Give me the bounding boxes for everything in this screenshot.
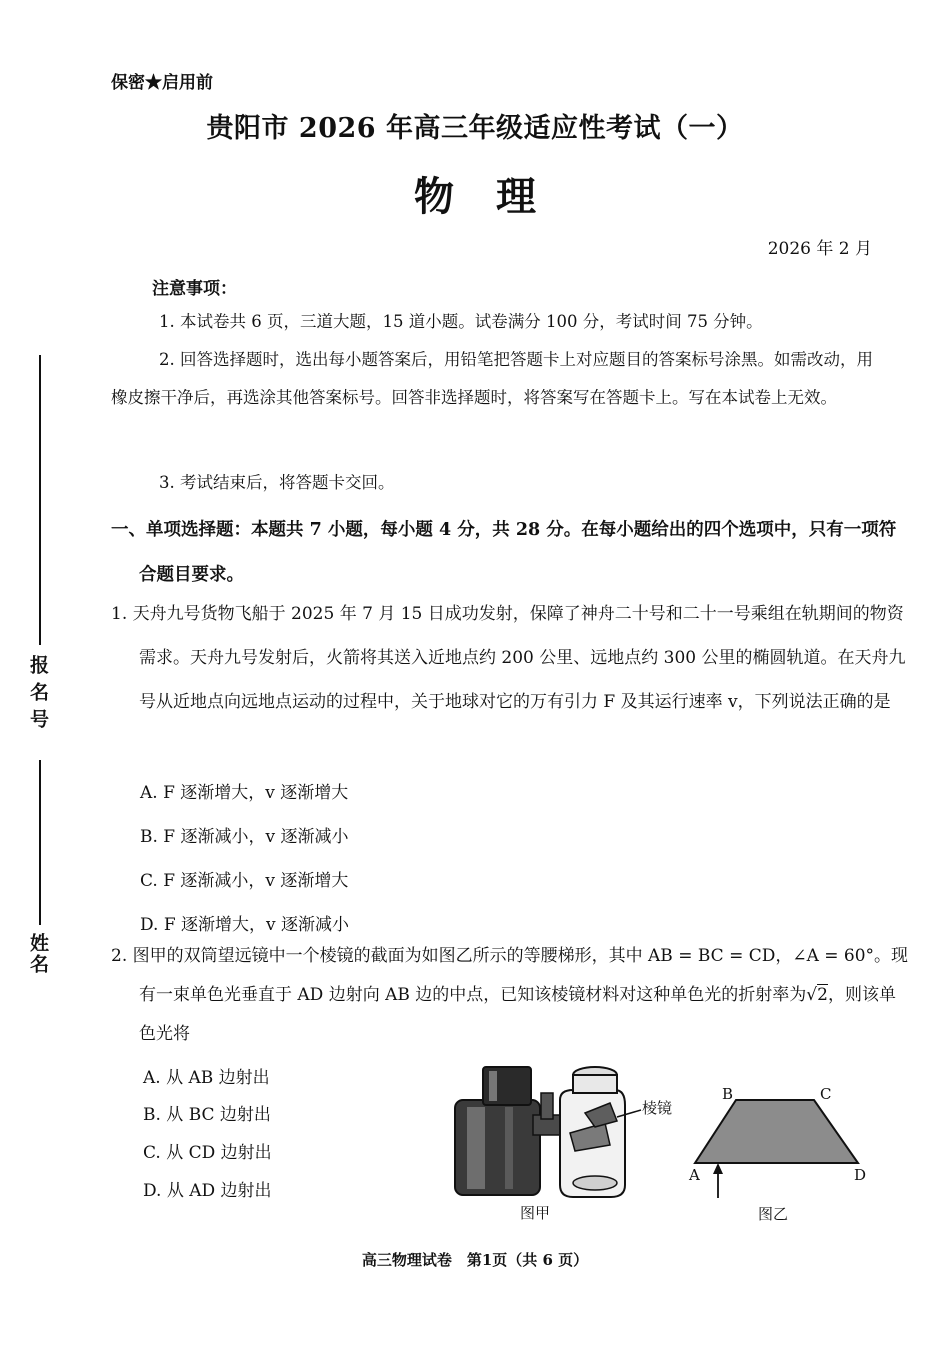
figure-b-caption: 图乙 [758, 1205, 789, 1223]
notice-item-1: 1. 本试卷共 6 页，三道大题，15 道小题。试卷满分 100 分，考试时间 75 分钟。 [159, 312, 763, 331]
page-footer: 高三物理试卷 第1页（共 6 页） [361, 1251, 589, 1269]
exam-number-line-top [39, 355, 41, 645]
q2-text-part1: 2. 图甲的双筒望远镜中一个棱镜的截面为如图乙所示的等腰梯形，其中 AB = BC = CD，∠A = 60°。现有一束单色光垂直于 AD 边射向 AB 边的中点，已知该棱镜材料对这种单色光的折射率为 [111, 946, 909, 1005]
notice-item-2: 2. 回答选择题时，选出每小题答案后，用铅笔把答题卡上对应题目的答案标号涂黑。如需改动，用橡皮擦干净后，再选涂其他答案标号。回答非选择题时，将答案写在答题卡上。写在本试卷上无效。 [111, 350, 873, 407]
vertex-c-label: C [820, 1085, 832, 1103]
vertex-d-label: D [854, 1166, 867, 1184]
q1-option-b: B. F 逐渐减小，v 逐渐减小 [140, 827, 349, 847]
q1-option-a: A. F 逐渐增大，v 逐渐增大 [140, 783, 349, 803]
name-label: 姓名 [27, 933, 49, 975]
section-1-heading: 一、单项选择题：本题共 7 小题，每小题 4 分，共 28 分。在每小题给出的四个选项中，只有一项符合题目要求。 [111, 520, 897, 585]
question-2-text [111, 937, 909, 1054]
q2-option-a: A. 从 AB 边射出 [143, 1068, 270, 1088]
subject-title: 物理 [414, 173, 578, 220]
exam-number-line-bottom [39, 760, 41, 925]
trapezoid-diagram [686, 1080, 876, 1200]
sqrt-radicand: 2 [817, 985, 828, 1005]
notice-item-3: 3. 考试结束后，将答题卡交回。 [159, 473, 395, 492]
question-1-text: 1. 天舟九号货物飞船于 2025 年 7 月 15 日成功发射，保障了神舟二十号和二十一号乘组在轨期间的物资需求。天舟九号发射后，火箭将其送入近地点约 200 公里、远地点约 300 公里的椭圆轨道。在天舟九号从近地点向远地点运动的过程中，关于地球对它的万有引力 F 及其运行速率 v，下列说法正确的是 [111, 604, 906, 712]
binoculars-illustration [445, 1055, 685, 1200]
exam-number-label: 报名号 [27, 655, 49, 736]
figure-a-binoculars [445, 1055, 685, 1225]
q2-text-part2: ，则该单色光将 [139, 985, 896, 1044]
confidential-mark: 保密★启用前 [111, 73, 213, 93]
exam-date: 2026 年 2 月 [767, 239, 872, 259]
binding-margin [20, 355, 60, 995]
exam-title: 贵阳市 2026 年高三年级适应性考试（一） [206, 113, 744, 144]
q2-option-c: C. 从 CD 边射出 [143, 1143, 272, 1163]
sqrt-sign: √ [806, 985, 818, 1005]
vertex-b-label: B [722, 1085, 734, 1103]
notice-heading: 注意事项： [152, 279, 237, 299]
q2-option-d: D. 从 AD 边射出 [143, 1181, 272, 1201]
q1-option-d: D. F 逐渐增大，v 逐渐减小 [140, 915, 350, 935]
prism-cross-section [695, 1100, 858, 1163]
prism-label: 棱镜 [642, 1099, 673, 1117]
q2-option-b: B. 从 BC 边射出 [143, 1105, 271, 1125]
q1-option-c: C. F 逐渐减小，v 逐渐增大 [140, 871, 349, 891]
figure-b-trapezoid [686, 1080, 876, 1225]
figure-a-caption: 图甲 [520, 1204, 551, 1222]
light-ray-arrowhead [713, 1163, 723, 1174]
vertex-a-label: A [689, 1166, 700, 1184]
